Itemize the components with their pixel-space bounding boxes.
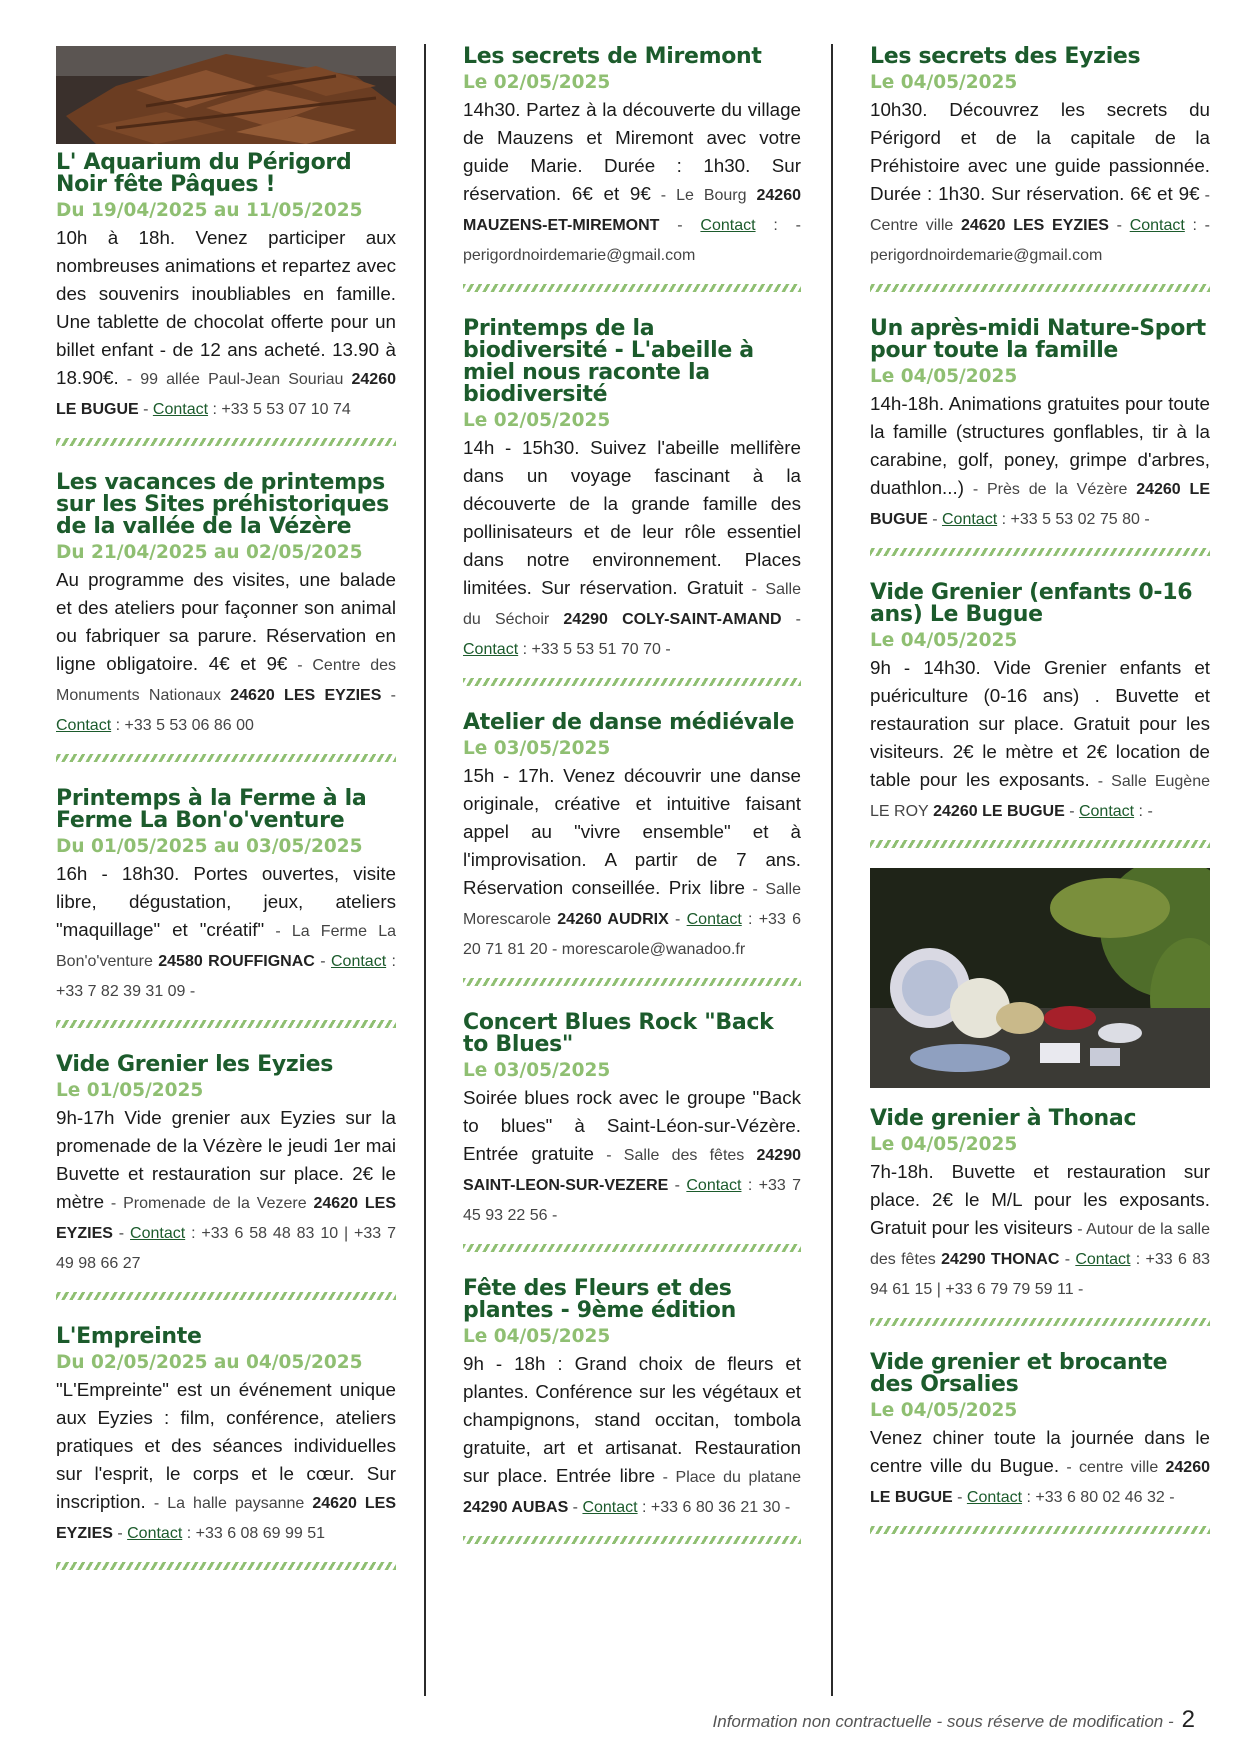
event-card xyxy=(56,1054,396,1278)
event-separator xyxy=(870,1526,1210,1534)
event-title: Printemps à la Ferme à la Ferme La Bon'o'venture xyxy=(56,786,367,833)
event-text: Soirée blues rock avec le groupe "Back to blues" à Saint-Léon-sur-Vézère. Entrée gratuite xyxy=(463,1087,801,1164)
event-card xyxy=(463,1012,801,1230)
column-3 xyxy=(870,46,1210,1560)
event-title: Les secrets des Eyzies xyxy=(870,44,1141,69)
column-1 xyxy=(56,46,396,1596)
event-title: Les secrets de Miremont xyxy=(463,44,762,69)
event-text: 16h - 18h30. Portes ouvertes, visite libre, dégustation, jeux, ateliers "maquillage" et "créatif" xyxy=(56,863,396,940)
event-description xyxy=(870,390,1210,534)
event-text: Venez chiner toute la journée dans le centre ville du Bugue. xyxy=(870,1427,1210,1476)
event-separator xyxy=(870,284,1210,292)
event-separator xyxy=(56,1562,396,1570)
event-city: 24260 AUDRIX xyxy=(551,911,669,928)
event-city: 24260 LE BUGUE xyxy=(928,803,1065,820)
event-text: 9h-17h Vide grenier aux Eyzies sur la promenade de la Vézère le jeudi 1er mai Buvette et restauration sur place. 2€ le mètre xyxy=(56,1107,396,1212)
event-title: Vide Grenier (enfants 0-16 ans) Le Bugue xyxy=(870,580,1193,627)
event-title: Vide grenier et brocante des Orsalies xyxy=(870,1350,1168,1397)
event-date: Le 04/05/2025 xyxy=(870,1134,1018,1155)
contact-separator: - xyxy=(1059,1251,1076,1268)
event-place: - Le Bourg xyxy=(650,187,747,204)
event-description xyxy=(463,1350,801,1522)
event-place: - Autour de la salle des fêtes xyxy=(870,1221,1211,1268)
event-place: - La Ferme La Bon'o'venture xyxy=(56,923,396,970)
event-title: Printemps de la biodiversité - L'abeille à miel nous raconte la biodiversité xyxy=(463,316,754,407)
chocolate-photo xyxy=(56,46,396,144)
event-text: 10h30. Découvrez les secrets du Périgord et de la capitale de la Préhistoire avec une guide passionnée. Durée : 1h30. Sur réservation. 6€ et 9€ xyxy=(870,99,1210,204)
event-place: - Place du platane xyxy=(655,1469,802,1486)
contact-separator: - xyxy=(668,1177,687,1194)
contact-link[interactable]: Contact xyxy=(1129,217,1185,234)
event-place: - Salle des fêtes xyxy=(593,1147,745,1164)
event-description xyxy=(56,860,396,1006)
event-description xyxy=(56,1376,396,1548)
event-card xyxy=(56,152,396,424)
contact-separator: - xyxy=(112,1525,128,1542)
event-date: Du 02/05/2025 au 04/05/2025 xyxy=(56,1352,363,1373)
contact-separator: - xyxy=(138,401,153,418)
contact-link[interactable]: Contact xyxy=(686,1177,742,1194)
event-phone: : +33 6 80 36 21 30 - xyxy=(637,1499,791,1516)
contact-link[interactable]: Contact xyxy=(966,1489,1023,1506)
contact-link[interactable]: Contact xyxy=(1078,803,1135,820)
event-description xyxy=(56,224,396,424)
event-separator xyxy=(56,754,396,762)
event-city: 24290 COLY-SAINT-AMAND xyxy=(549,611,782,628)
contact-separator: - xyxy=(1064,803,1079,820)
contact-separator: - xyxy=(927,511,942,528)
event-date: Le 02/05/2025 xyxy=(463,410,611,431)
event-phone: : +33 6 20 71 81 20 - morescarole@wanadoo.fr xyxy=(463,911,802,958)
event-description xyxy=(56,1104,396,1278)
event-title: Vide grenier à Thonac xyxy=(870,1106,1137,1131)
event-date: Le 04/05/2025 xyxy=(870,630,1018,651)
contact-separator: - xyxy=(952,1489,967,1506)
event-separator xyxy=(870,840,1210,848)
event-description xyxy=(870,96,1210,270)
event-separator xyxy=(56,1020,396,1028)
event-card xyxy=(870,582,1210,826)
event-description xyxy=(870,654,1210,826)
column-divider xyxy=(831,44,833,1696)
event-place: - La halle paysanne xyxy=(145,1495,305,1512)
event-separator xyxy=(463,284,801,292)
contact-link[interactable]: Contact xyxy=(1075,1251,1131,1268)
event-separator xyxy=(56,1292,396,1300)
event-phone: : +33 7 82 39 31 09 - xyxy=(56,953,397,1000)
event-phone: : +33 5 53 02 75 80 - xyxy=(997,511,1150,528)
contact-separator: - xyxy=(568,1499,583,1516)
event-separator xyxy=(463,978,801,986)
contact-separator: - xyxy=(781,611,802,628)
event-place: - Salle Eugène LE ROY xyxy=(870,773,1210,820)
event-description xyxy=(870,1424,1210,1512)
event-text: 14h30. Partez à la découverte du village de Mauzens et Miremont avec votre guide Marie. Durée : 1h30. Sur réservation. 6€ et 9€ xyxy=(463,99,801,204)
event-city: 24620 LES EYZIES xyxy=(56,1195,397,1242)
event-card xyxy=(870,1352,1210,1512)
contact-link[interactable]: Contact xyxy=(686,911,742,928)
event-description xyxy=(463,1084,801,1230)
contact-separator: - xyxy=(314,953,331,970)
event-separator xyxy=(463,678,801,686)
event-city: 24620 LES EYZIES xyxy=(56,1495,396,1542)
event-place: - Salle du Séchoir xyxy=(463,581,802,628)
event-title: L'Empreinte xyxy=(56,1324,202,1349)
event-phone: : - perigordnoirdemarie@gmail.com xyxy=(463,217,801,264)
event-title: Atelier de danse médiévale xyxy=(463,710,795,735)
event-phone: : +33 5 53 51 70 70 - xyxy=(518,641,671,658)
event-title: L' Aquarium du Périgord Noir fête Pâques ! xyxy=(56,150,352,197)
event-place: - 99 allée Paul-Jean Souriau xyxy=(118,371,344,388)
event-phone: : +33 6 08 69 99 51 xyxy=(182,1525,326,1542)
contact-link[interactable]: Contact xyxy=(56,717,112,734)
event-card xyxy=(463,318,801,664)
event-place: - Centre des Monuments Nationaux xyxy=(56,657,396,704)
event-date: Du 01/05/2025 au 03/05/2025 xyxy=(56,836,363,857)
event-card xyxy=(56,788,396,1006)
event-card xyxy=(870,46,1210,270)
event-date: Le 04/05/2025 xyxy=(870,366,1018,387)
event-city: 24620 LES EYZIES xyxy=(953,217,1109,234)
event-text: Au programme des visites, une balade et des ateliers pour façonner son animal ou fabriquer sa parure. Réservation en ligne obligatoire. 4€ et 9€ xyxy=(56,569,396,674)
event-date: Du 19/04/2025 au 11/05/2025 xyxy=(56,200,363,221)
event-city: 24290 SAINT-LEON-SUR-VEZERE xyxy=(463,1147,801,1194)
event-description xyxy=(463,434,801,664)
event-title: Fête des Fleurs et des plantes - 9ème édition xyxy=(463,1276,736,1323)
event-place: - Salle Morescarole xyxy=(463,881,802,928)
event-place: - Promenade de la Vezere xyxy=(104,1195,307,1212)
event-description xyxy=(463,96,801,270)
event-date: Le 03/05/2025 xyxy=(463,1060,611,1081)
event-card xyxy=(463,1278,801,1522)
page-footer xyxy=(713,1706,1195,1734)
contact-link[interactable]: Contact xyxy=(127,1525,183,1542)
event-phone: : +33 6 58 48 83 10 | +33 7 49 98 66 27 xyxy=(56,1225,396,1272)
event-text: "L'Empreinte" est un événement unique aux Eyzies : film, conférence, ateliers pratiques et des séances individuelles sur l'esprit, le corps et le cœur. Sur inscription. xyxy=(56,1379,396,1512)
event-date: Le 04/05/2025 xyxy=(463,1326,611,1347)
event-city: 24290 THONAC xyxy=(935,1251,1060,1268)
contact-separator: - xyxy=(668,911,687,928)
flea-market-photo xyxy=(870,868,1210,1088)
event-place: - Près de la Vézère xyxy=(963,481,1128,498)
event-phone: : +33 7 45 93 22 56 - xyxy=(463,1177,802,1224)
event-separator xyxy=(870,1318,1210,1326)
event-date: Le 04/05/2025 xyxy=(870,72,1018,93)
contact-link[interactable]: Contact xyxy=(942,511,998,528)
event-card xyxy=(56,472,396,740)
event-text: 14h-18h. Animations gratuites pour toute la famille (structures gonflables, tir à la carabine, golf, poney, grimpe d'arbres, duathlon...) xyxy=(870,393,1210,498)
contact-link[interactable]: Contact xyxy=(130,1225,186,1242)
contact-link[interactable]: Contact xyxy=(331,953,387,970)
event-phone: : - perigordnoirdemarie@gmail.com xyxy=(870,217,1211,264)
contact-separator: - xyxy=(659,217,701,234)
event-text: 9h - 18h : Grand choix de fleurs et plantes. Conférence sur les végétaux et champignons, stand occitan, tombola gratuite, art et artisanat. Restauration sur place. Entrée libre xyxy=(463,1353,801,1486)
event-text: 15h - 17h. Venez découvrir une danse originale, créative et intuitive faisant appel au "vivre ensemble" et à l'improvisation. A partir de 7 ans. Réservation conseillée. Prix libre xyxy=(463,765,801,898)
event-description xyxy=(56,566,396,740)
event-date: Le 01/05/2025 xyxy=(56,1080,204,1101)
event-place: - centre ville xyxy=(1059,1459,1159,1476)
event-title: Les vacances de printemps sur les Sites préhistoriques de la vallée de la Vézère xyxy=(56,470,389,539)
event-title: Un après-midi Nature-Sport pour toute la famille xyxy=(870,316,1206,363)
event-title: Concert Blues Rock "Back to Blues" xyxy=(463,1010,774,1057)
contact-separator: - xyxy=(1108,217,1130,234)
event-separator xyxy=(463,1536,801,1544)
event-description xyxy=(870,1158,1210,1304)
event-card xyxy=(870,318,1210,534)
event-city: 24290 AUBAS xyxy=(463,1499,569,1516)
event-text: 7h-18h. Buvette et restauration sur place. 2€ le M/L pour les exposants. Gratuit pour les visiteurs xyxy=(870,1161,1210,1238)
event-city: 24260 LE BUGUE xyxy=(56,371,396,418)
event-card xyxy=(870,1108,1210,1304)
event-separator xyxy=(870,548,1210,556)
contact-separator: - xyxy=(112,1225,131,1242)
event-city: 24260 LE BUGUE xyxy=(870,481,1210,528)
event-phone: : +33 6 83 94 61 15 | +33 6 79 79 59 11 - xyxy=(870,1251,1211,1298)
contact-link[interactable]: Contact xyxy=(152,401,209,418)
disclaimer-text: Information non contractuelle - sous réserve de modification - xyxy=(712,1712,1174,1731)
event-text: 9h - 14h30. Vide Grenier enfants et puériculture (0-16 ans) . Buvette et restauration sur place. Gratuit pour les visiteurs. 2€ le mètre et 2€ location de table pour les exposants. xyxy=(870,657,1210,790)
event-text: 10h à 18h. Venez participer aux nombreuses animations et repartez avec des souvenirs inoubliables en famille. Une tablette de chocolat offerte pour un billet enfant - de 12 ans acheté. 13.90 à 18.90€. xyxy=(56,227,396,388)
event-city: 24260 LE BUGUE xyxy=(870,1459,1211,1506)
event-phone: : +33 5 53 07 10 74 xyxy=(208,401,351,418)
event-date: Le 02/05/2025 xyxy=(463,72,611,93)
event-card xyxy=(463,712,801,964)
event-city: 24580 ROUFFIGNAC xyxy=(152,953,315,970)
column-divider xyxy=(424,44,426,1696)
page-number: 2 xyxy=(1181,1706,1195,1733)
event-phone: : +33 5 53 06 86 00 xyxy=(111,717,254,734)
event-card xyxy=(56,1326,396,1548)
event-separator xyxy=(463,1244,801,1252)
event-description xyxy=(463,762,801,964)
event-title: Vide Grenier les Eyzies xyxy=(56,1052,334,1077)
event-date: Le 03/05/2025 xyxy=(463,738,611,759)
contact-link[interactable]: Contact xyxy=(582,1499,638,1516)
contact-link[interactable]: Contact xyxy=(700,217,756,234)
event-card xyxy=(463,46,801,270)
event-date: Du 21/04/2025 au 02/05/2025 xyxy=(56,542,363,563)
event-city: 24620 LES EYZIES xyxy=(220,687,382,704)
contact-link[interactable]: Contact xyxy=(463,641,519,658)
event-date: Le 04/05/2025 xyxy=(870,1400,1018,1421)
event-phone: : - xyxy=(1134,803,1153,820)
event-city: 24260 MAUZENS-ET-MIREMONT xyxy=(463,187,801,234)
event-text: 14h - 15h30. Suivez l'abeille mellifère dans un voyage fascinant à la découverte de la grande famille des pollinisateurs et de leur rôle essentiel dans notre environnement. Places limitées. Sur réservation. Gratuit xyxy=(463,437,801,598)
column-2 xyxy=(463,46,801,1570)
event-place: - Centre ville xyxy=(870,187,1210,234)
event-separator xyxy=(56,438,396,446)
contact-separator: - xyxy=(381,687,397,704)
event-phone: : +33 6 80 02 46 32 - xyxy=(1022,1489,1175,1506)
